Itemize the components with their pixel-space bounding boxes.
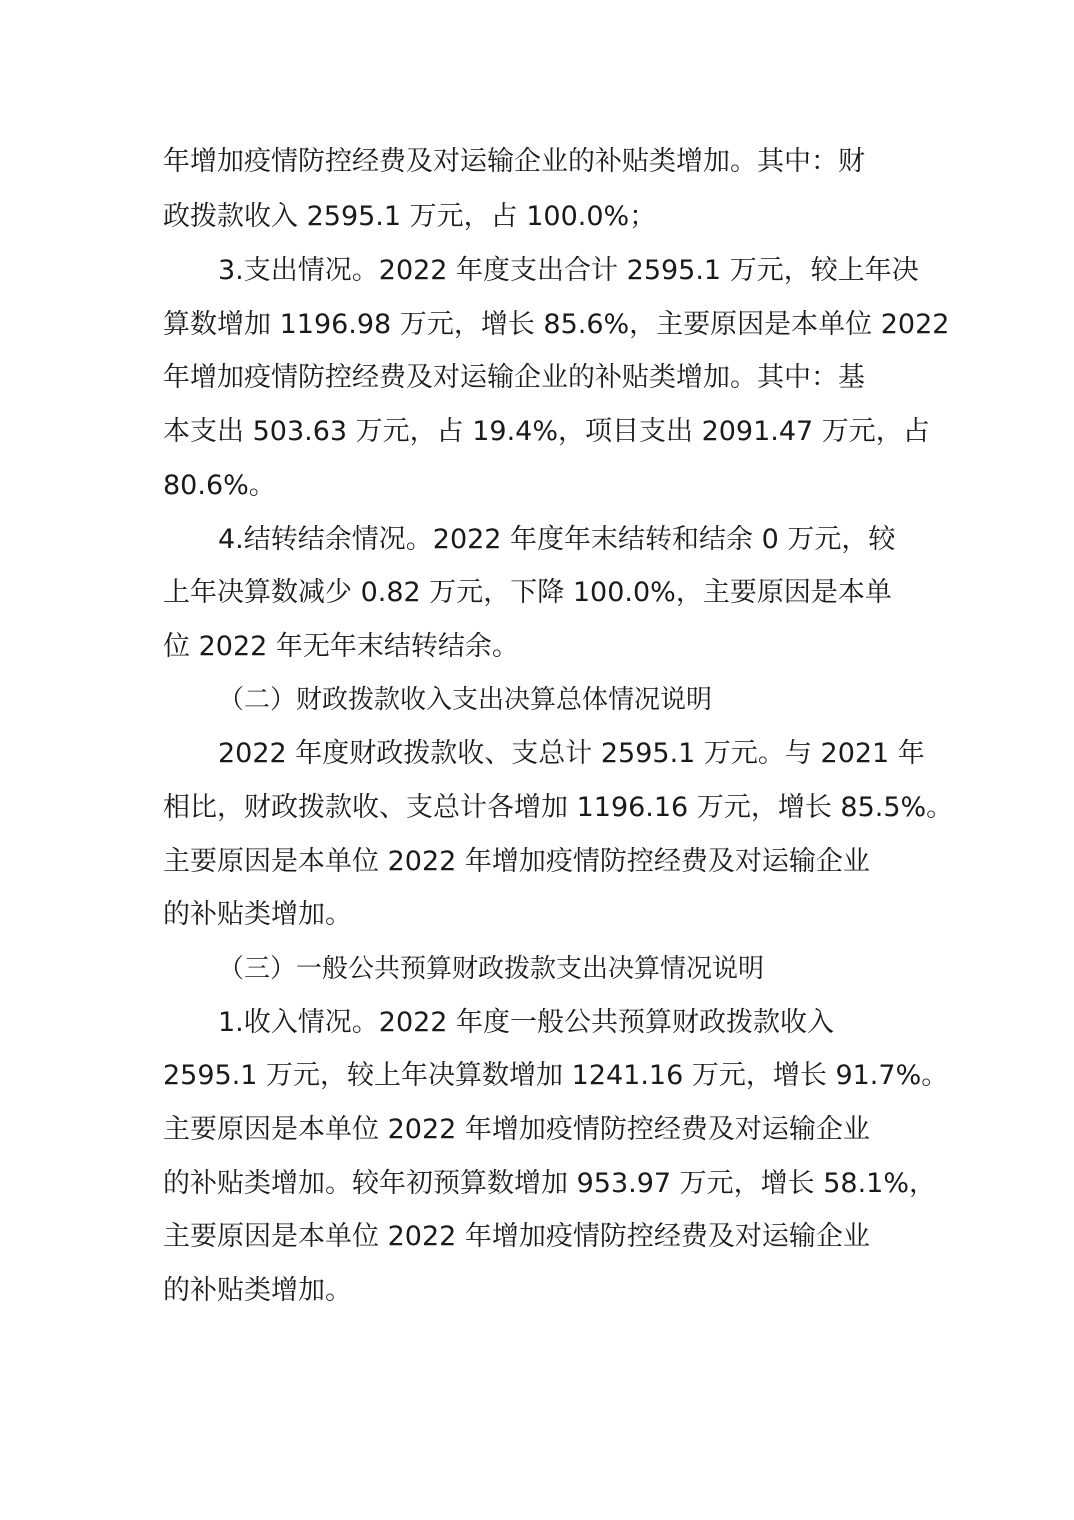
- text-line: 位 2022 年无年末结转结余。: [163, 631, 519, 662]
- text-line: 年增加疫情防控经费及对运输企业的补贴类增加。其中：财: [163, 146, 865, 177]
- text-line: 80.6%。: [163, 470, 276, 501]
- section-heading: （三）一般公共预算财政拨款支出决算情况说明: [218, 954, 765, 984]
- text-line: 的补贴类增加。: [163, 899, 352, 930]
- text-line: 3.支出情况。2022 年度支出合计 2595.1 万元，较上年决: [218, 255, 919, 286]
- text-line: 主要原因是本单位 2022 年增加疫情防控经费及对运输企业: [163, 1221, 870, 1252]
- text-line: 算数增加 1196.98 万元，增长 85.6%，主要原因是本单位 2022: [163, 309, 950, 340]
- text-line: 1.收入情况。2022 年度一般公共预算财政拨款收入: [218, 1007, 835, 1038]
- text-line: 主要原因是本单位 2022 年增加疫情防控经费及对运输企业: [163, 846, 870, 877]
- text-line: 相比，财政拨款收、支总计各增加 1196.16 万元，增长 85.5%。: [163, 792, 954, 823]
- text-line: 的补贴类增加。: [163, 1275, 352, 1306]
- text-line: 2595.1 万元，较上年决算数增加 1241.16 万元，增长 91.7%。: [163, 1060, 949, 1091]
- text-line: 4.结转结余情况。2022 年度年末结转和结余 0 万元，较: [218, 524, 896, 555]
- text-line: 上年决算数减少 0.82 万元，下降 100.0%，主要原因是本单: [163, 577, 892, 608]
- text-line: 政拨款收入 2595.1 万元，占 100.0%；: [163, 201, 657, 232]
- text-line: 年增加疫情防控经费及对运输企业的补贴类增加。其中：基: [163, 362, 865, 393]
- text-line: 本支出 503.63 万元，占 19.4%，项目支出 2091.47 万元，占: [163, 416, 930, 447]
- text-line: 2022 年度财政拨款收、支总计 2595.1 万元。与 2021 年: [218, 738, 925, 769]
- text-line: 的补贴类增加。较年初预算数增加 953.97 万元，增长 58.1%，: [163, 1168, 936, 1199]
- text-line: 主要原因是本单位 2022 年增加疫情防控经费及对运输企业: [163, 1114, 870, 1145]
- section-heading: （二）财政拨款收入支出决算总体情况说明: [218, 685, 713, 715]
